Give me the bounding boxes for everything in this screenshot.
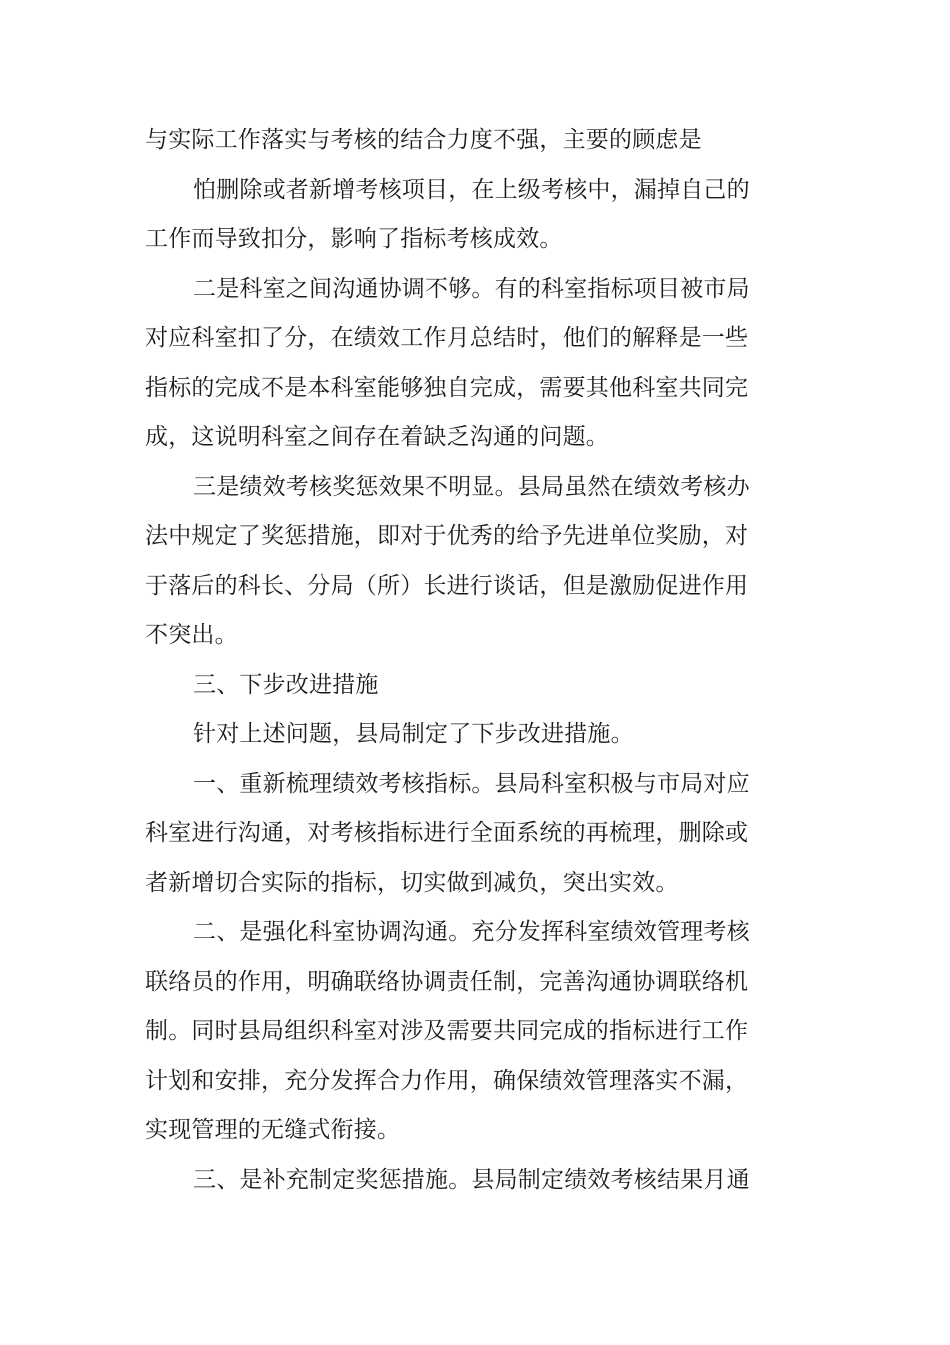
text-line-5: 对应科室扣了分，在绩效工作月总结时，他们的解释是一些 — [145, 325, 749, 351]
text-line-3: 工作而导致扣分，影响了指标考核成效。 — [145, 226, 563, 252]
text-line-4: 二是科室之间沟通协调不够。有的科室指标项目被市局 — [193, 275, 750, 302]
text-line-1: 与实际工作落实与考核的结合力度不强，主要的顾虑是 — [145, 127, 702, 153]
text-line-19: 制。同时县局组织科室对涉及需要共同完成的指标进行工作 — [145, 1018, 749, 1044]
text-line-2: 怕删除或者新增考核项目，在上级考核中，漏掉自己的 — [193, 176, 750, 203]
text-line-20: 计划和安排，充分发挥合力作用，确保绩效管理落实不漏， — [145, 1067, 749, 1094]
text-line-17: 二、是强化科室协调沟通。充分发挥科室绩效管理考核 — [193, 919, 750, 945]
text-line-22: 三、是补充制定奖惩措施。县局制定绩效考核结果月通 — [193, 1166, 750, 1193]
text-line-14: 一、重新梳理绩效考核指标。县局科室积极与市局对应 — [193, 770, 750, 797]
text-line-21: 实现管理的无缝式衔接。 — [145, 1117, 401, 1143]
text-line-9: 法中规定了奖惩措施，即对于优秀的给予先进单位奖励，对 — [145, 523, 749, 549]
text-line-7: 成，这说明科室之间存在着缺乏沟通的问题。 — [145, 424, 609, 450]
text-line-18: 联络员的作用，明确联络协调责任制，完善沟通协调联络机 — [145, 968, 749, 995]
text-line-13: 针对上述问题，县局制定了下步改进措施。 — [193, 721, 634, 747]
text-line-16: 者新增切合实际的指标，切实做到减负，突出实效。 — [145, 869, 679, 896]
text-line-15: 科室进行沟通，对考核指标进行全面系统的再梳理，删除或 — [145, 820, 749, 846]
text-line-8: 三是绩效考核奖惩效果不明显。县局虽然在绩效考核办 — [193, 473, 750, 500]
text-line-10: 于落后的科长、分局（所）长进行谈话，但是激励促进作用 — [145, 572, 749, 599]
document-body — [145, 116, 750, 1205]
section-heading: 三、下步改进措施 — [193, 671, 379, 698]
text-line-11: 不突出。 — [145, 622, 238, 648]
text-line-6: 指标的完成不是本科室能够独自完成，需要其他科室共同完 — [145, 374, 749, 401]
